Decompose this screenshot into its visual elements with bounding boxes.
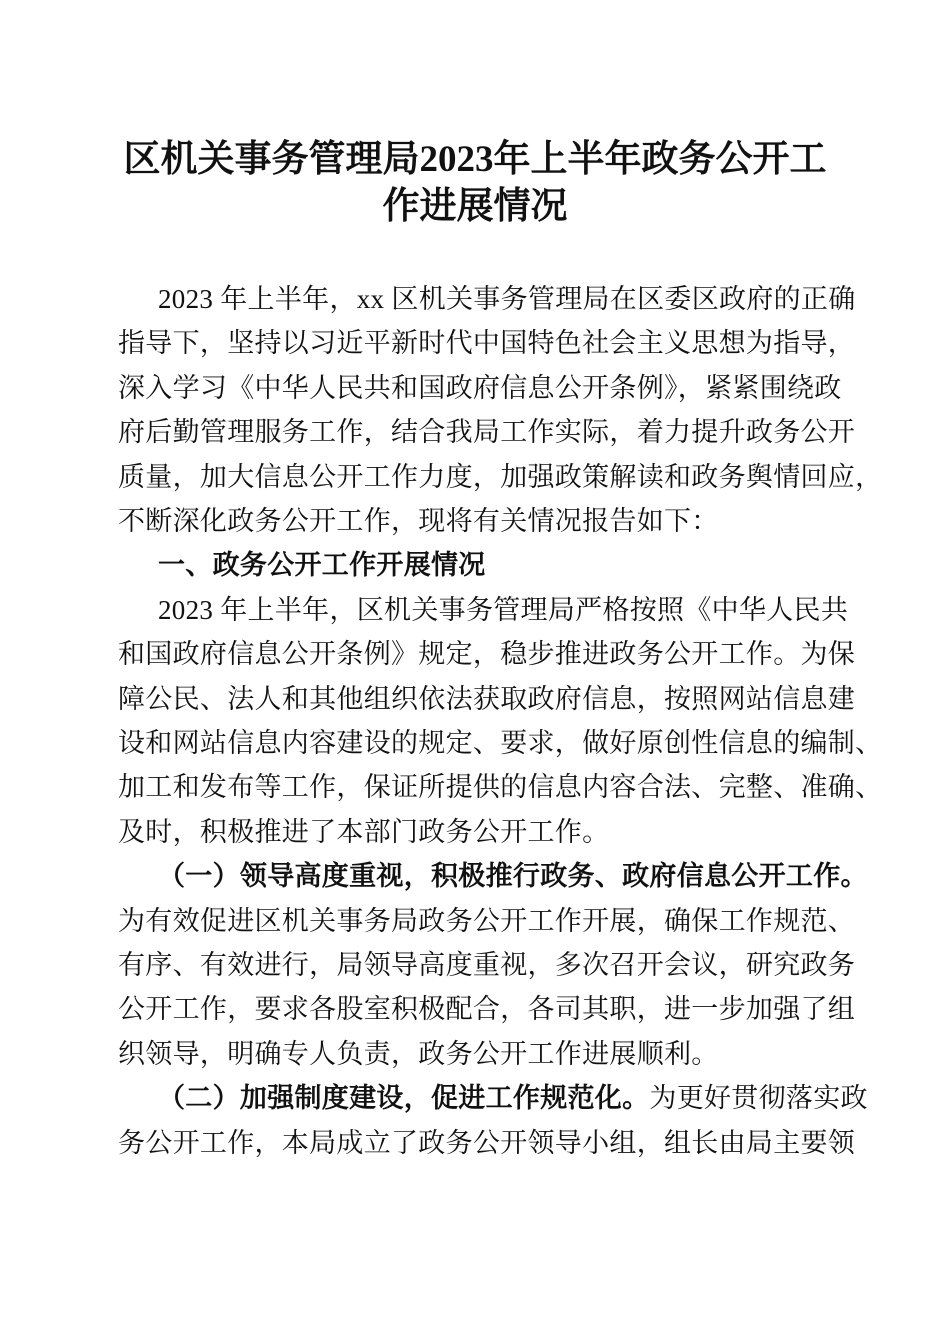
text: 指导下，坚持以习近平新时代中国特色社会主义思想为指导， xyxy=(118,328,856,359)
paragraph-line xyxy=(118,410,855,454)
bold-text: （二）加强制度建设，促进工作规范化。 xyxy=(158,1083,650,1114)
paragraph-line xyxy=(118,943,855,987)
heading-line xyxy=(158,543,486,587)
paragraph-line xyxy=(118,1032,719,1076)
heading-line xyxy=(158,854,868,898)
paragraph-line xyxy=(118,765,882,809)
text: 织领导，明确专人负责，政务公开工作进展顺利。 xyxy=(118,1038,719,1069)
text: 公开工作，要求各股室积极配合，各司其职，进一步加强了组 xyxy=(118,994,856,1025)
paragraph-line xyxy=(118,499,719,543)
paragraph-line xyxy=(158,277,856,321)
text: 务公开工作，本局成立了政务公开领导小组，组长由局主要领 xyxy=(118,1127,856,1158)
paragraph-line xyxy=(118,632,855,676)
paragraph-line xyxy=(118,721,882,765)
text: 不断深化政务公开工作，现将有关情况报告如下： xyxy=(118,506,719,536)
text: 深入学习《中华人民共和国政府信息公开条例》，紧紧围绕政 xyxy=(118,372,842,403)
text: 为有效促进区机关事务局政务公开工作开展，确保工作规范、 xyxy=(118,905,856,936)
text: 设和网站信息内容建设的规定、要求，做好原创性信息的编制、 xyxy=(118,728,883,758)
paragraph-line xyxy=(118,987,855,1031)
text: 和国政府信息公开条例》规定，稳步推进政务公开工作。为保 xyxy=(118,639,856,670)
text: 加工和发布等工作，保证所提供的信息内容合法、完整、准确、 xyxy=(118,772,883,803)
title-line-1: 区机关事务管理局2023年上半年政务公开工 xyxy=(123,139,827,180)
text: 为更好贯彻落实政 xyxy=(649,1083,868,1114)
paragraph-line xyxy=(118,455,882,499)
bold-text: （一）领导高度重视，积极推行政务、政府信息公开工作。 xyxy=(158,861,868,892)
paragraph-line xyxy=(118,321,855,365)
text: 有序、有效进行，局领导高度重视，多次召开会议，研究政务 xyxy=(118,950,856,980)
paragraph-line xyxy=(118,1121,855,1165)
text: 质量，加大信息公开工作力度，加强政策解读和政务舆情回应， xyxy=(118,461,883,492)
text: 2023 年上半年，xx 区机关事务管理局在区委区政府的正确 xyxy=(158,284,856,314)
text: 2023 年上半年，区机关事务管理局严格按照《中华人民共 xyxy=(158,594,849,625)
bold-text: 一、政务公开工作开展情况 xyxy=(158,550,486,581)
text: 及时，积极推进了本部门政务公开工作。 xyxy=(118,816,610,847)
paragraph-line xyxy=(118,366,842,410)
paragraph-line xyxy=(158,588,848,632)
paragraph-line xyxy=(158,1076,868,1120)
text: 障公民、法人和其他组织依法获取政府信息，按照网站信息建 xyxy=(118,683,856,714)
text: 府后勤管理服务工作，结合我局工作实际，着力提升政务公开 xyxy=(118,417,856,448)
paragraph-line xyxy=(118,677,855,721)
title-line-2: 作进展情况 xyxy=(382,186,568,227)
paragraph-line xyxy=(118,810,609,854)
paragraph-line xyxy=(118,899,855,943)
